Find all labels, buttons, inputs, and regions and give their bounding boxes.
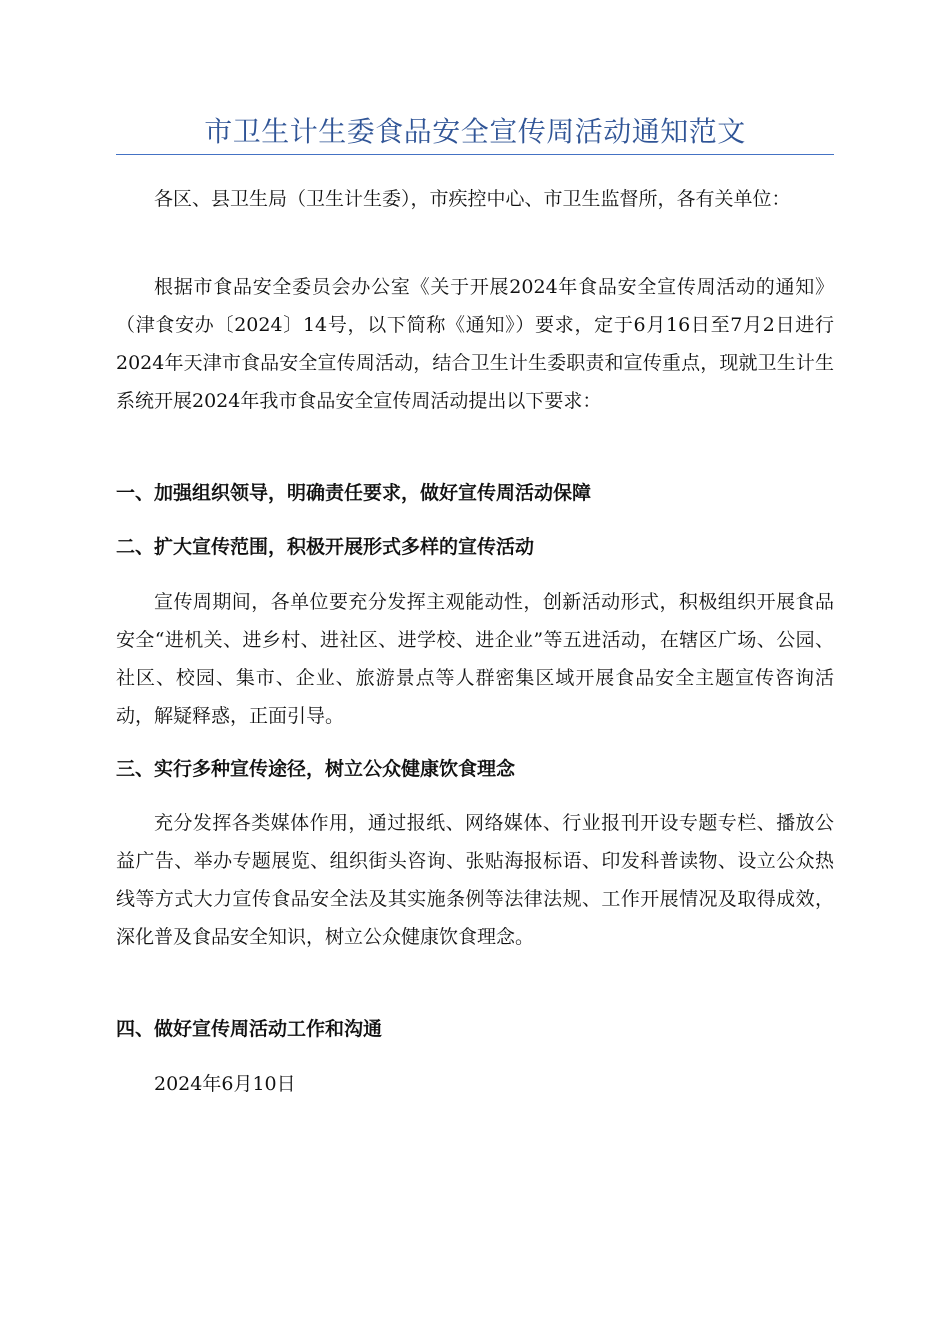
section-4-heading: 四、做好宣传周活动工作和沟通 (116, 1018, 383, 1040)
document-date: 2024年6月10日 (154, 1073, 296, 1095)
section-2-heading: 二、扩大宣传范围，积极开展形式多样的宣传活动 (116, 536, 535, 558)
section-3-heading: 三、实行多种宣传途径，树立公众健康饮食理念 (116, 758, 516, 780)
intro-paragraph: 根据市食品安全委员会办公室《关于开展2024年食品安全宣传周活动的通知》（津食安办〔2024〕14号，以下简称《通知》）要求，定于6月16日至7月2日进行2024年天津市食品安全宣传周活动，结合卫生计生委职责和宣传重点，现就卫生计生系统开展2024年我市食品安全宣传周活动提出以下要求： (116, 276, 834, 412)
title-underline (116, 154, 834, 155)
section-1-heading: 一、加强组织领导，明确责任要求，做好宣传周活动保障 (116, 482, 592, 504)
salutation-paragraph: 各区、县卫生局（卫生计生委），市疾控中心、市卫生监督所，各有关单位： (154, 188, 791, 210)
document-title: 市卫生计生委食品安全宣传周活动通知范文 (204, 115, 746, 148)
section-3-body: 充分发挥各类媒体作用，通过报纸、网络媒体、行业报刊开设专题专栏、播放公益广告、举办专题展览、组织街头咨询、张贴海报标语、印发科普读物、设立公众热线等方式大力宣传食品安全法及其实施条例等法律法规、工作开展情况及取得成效，深化普及食品安全知识，树立公众健康饮食理念。 (116, 812, 834, 948)
section-2-body: 宣传周期间，各单位要充分发挥主观能动性，创新活动形式，积极组织开展食品安全“进机关、进乡村、进社区、进学校、进企业”等五进活动，在辖区广场、公园、社区、校园、集市、企业、旅游景点等人群密集区域开展食品安全主题宣传咨询活动，解疑释惑，正面引导。 (116, 591, 834, 727)
